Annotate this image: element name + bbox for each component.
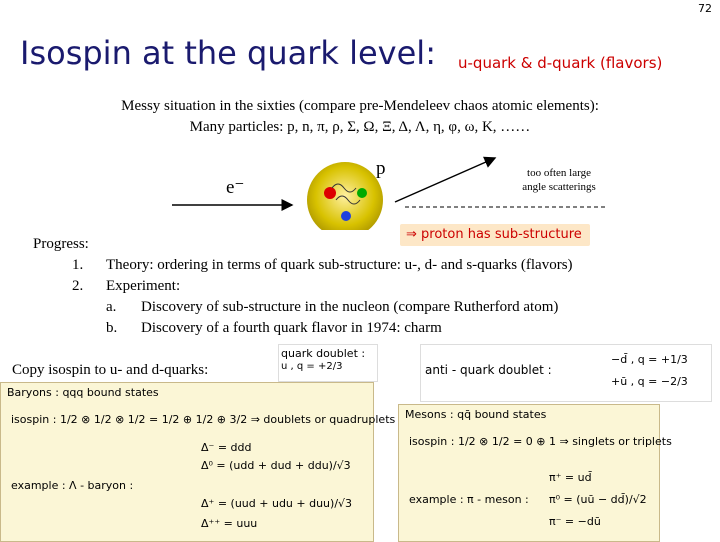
quark-doublet-u: u , q = +2/3 — [281, 361, 343, 372]
antiquark-doublet-label: anti - quark doublet : — [425, 363, 552, 377]
page-subtitle: u-quark & d-quark (flavors) — [458, 54, 663, 72]
meson-header: Mesons : qq̄ bound states — [405, 408, 547, 421]
meson-pi-plus: π⁺ = ud̄ — [549, 471, 592, 484]
scattered-electron-arrow — [395, 158, 495, 202]
scatter-note — [500, 166, 618, 194]
sublist-item-number: a. — [106, 299, 117, 315]
meson-pi-minus: π⁻ = −dū — [549, 515, 601, 528]
sublist-item-text: Discovery of a fourth quark flavor in 1974: charm — [141, 320, 442, 336]
baryon-header: Baryons : qqq bound states — [7, 386, 159, 399]
list-item-text: Theory: ordering in terms of quark sub-structure: u-, d- and s-quarks (flavors) — [106, 257, 573, 273]
baryon-delta-plus: Δ⁺ = (uud + udu + duu)/√3 — [201, 497, 353, 510]
meson-example: example : π - meson : — [409, 493, 529, 506]
meson-panel — [398, 404, 672, 542]
intro-line-2: Many particles: p, n, π, ρ, Σ, Ω, Ξ, Δ, Λ, η, φ, ω, K, …… — [189, 119, 531, 135]
page-number: 72 — [698, 2, 712, 15]
intro-line-1: Messy situation in the sixties (compare pre-Mendeleev chaos atomic elements): — [121, 98, 599, 114]
list-item-number: 1. — [72, 257, 84, 273]
proton-label: p — [376, 158, 386, 179]
scatter-note-line-1: too often large — [527, 167, 591, 179]
sublist-item-number: b. — [106, 320, 118, 336]
quark-green — [357, 188, 367, 198]
antiquark-doublet-panel — [420, 344, 712, 402]
list-item-text: Experiment: — [106, 278, 181, 294]
baryon-delta-zero: Δ⁰ = (udd + dud + ddu)/√3 — [201, 459, 351, 472]
quark-red — [324, 187, 336, 199]
sublist-item-text: Discovery of sub-structure in the nucleon (compare Rutherford atom) — [141, 299, 559, 315]
list-item-number: 2. — [72, 278, 84, 294]
meson-isospin: isospin : 1/2 ⊗ 1/2 = 0 ⊕ 1 ⇒ singlets or triplets — [409, 435, 672, 448]
substructure-callout: ⇒ proton has sub-structure — [400, 224, 590, 246]
quark-doublet-panel — [278, 344, 378, 382]
baryon-panel — [0, 382, 396, 542]
antiquark-doublet-ubar: +ū , q = −2/3 — [611, 375, 688, 388]
electron-label: e⁻ — [226, 177, 245, 198]
meson-pi-zero: π⁰ = (uū − dd̄)/√2 — [549, 493, 647, 506]
progress-heading: Progress: — [33, 236, 89, 252]
baryon-delta-minus: Δ⁻ = ddd — [201, 441, 252, 454]
copy-isospin-line: Copy isospin to u- and d-quarks: — [12, 362, 209, 378]
quark-blue — [341, 211, 351, 221]
antiquark-doublet-dbar: −d̄ , q = +1/3 — [611, 353, 688, 366]
scatter-note-line-2: angle scatterings — [522, 181, 596, 193]
baryon-isospin: isospin : 1/2 ⊗ 1/2 ⊗ 1/2 = 1/2 ⊕ 1/2 ⊕ 3/2 ⇒ doublets or quadruplets — [11, 413, 396, 426]
page-title: Isospin at the quark level: — [20, 34, 436, 72]
baryon-example: example : Λ - baryon : — [11, 479, 134, 492]
quark-doublet-label: quark doublet : — [281, 347, 366, 360]
baryon-delta-plusplus: Δ⁺⁺ = uuu — [201, 517, 258, 530]
